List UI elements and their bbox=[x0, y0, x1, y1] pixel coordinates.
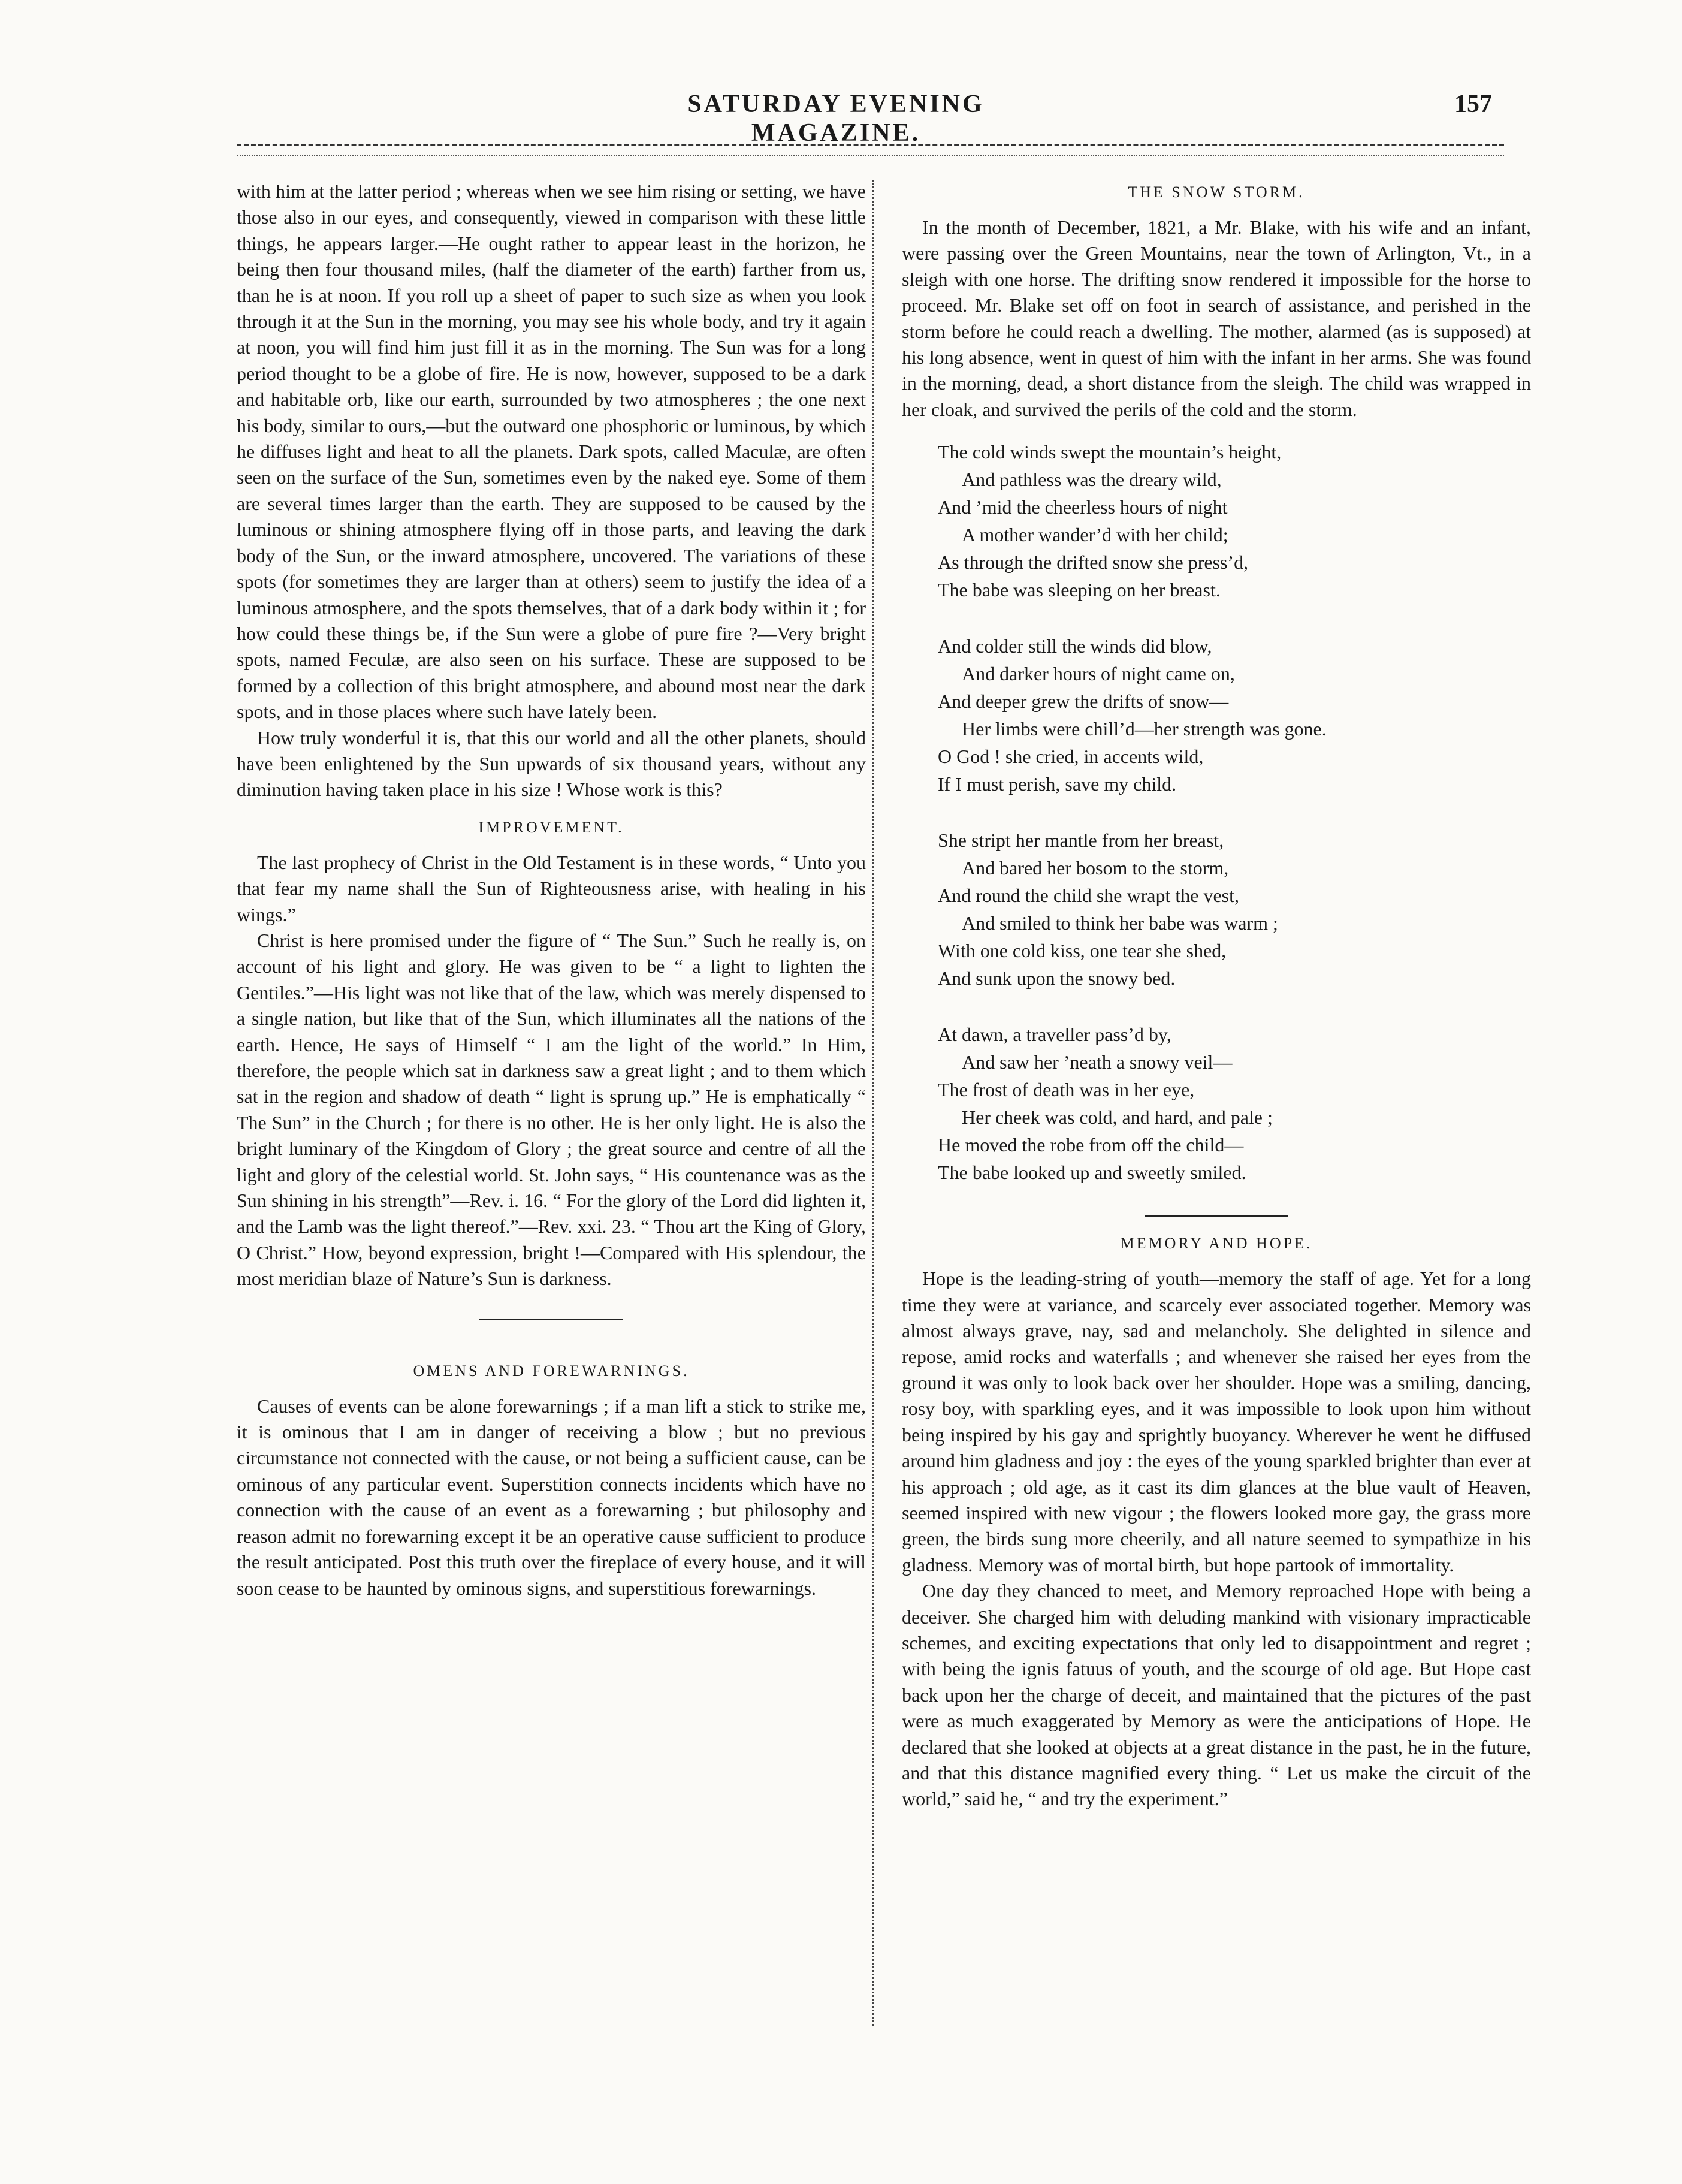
poem-line: She stript her mantle from her breast, bbox=[938, 829, 1224, 852]
section-title-omens: OMENS AND FOREWARNINGS. bbox=[413, 1362, 690, 1380]
poem-line: At dawn, a traveller pass’d by, bbox=[938, 1024, 1171, 1046]
improvement-paragraph: The last prophecy of Christ in the Old Testament is in these words, “ Unto you that fear my name shall the Sun of Righteousness arise, with healing in his wings.” bbox=[237, 851, 866, 925]
left-column bbox=[237, 179, 866, 1601]
header-rule bbox=[237, 144, 1504, 156]
memory-hope-paragraph: Hope is the leading-string of youth—memory the staff of age. Yet for a long time they were at variance, and scarcely ever associated together. Memory was almost always grave, nay, sad and melancholy. She delighted in silence and repose, amid rocks and waterfalls ; and whenever she raised her eyes from the ground it was only to look back over her shoulder. Hope was a smiling, dancing, rosy boy, with sparkling eyes, and it was impossible to look upon him without being inspired by his gay and sprightly buoyancy. Wherever he went he diffused around him gladness and joy : the eyes of the young sparkled brighter than ever at his approach ; old age, as it cast its dim glances at the blue vault of Heaven, seemed inspired with new vigour ; the flowers looked more gay, the grass more green, the birds sung more cheerily, and all nature seemed to sympathize in his gladness. Memory was of mortal birth, but hope partook of immortality. bbox=[902, 1268, 1531, 1576]
poem-line: The cold winds swept the mountain’s height, bbox=[938, 441, 1282, 463]
poem-line: And saw her ’neath a snowy veil— bbox=[962, 1051, 1233, 1073]
column-divider bbox=[872, 180, 874, 2026]
memory-hope-paragraph: One day they chanced to meet, and Memory reproached Hope with being a deceiver. She charged him with deluding mankind with visionary impracticable schemes, and exciting expectations that only led to disappointment and regret ; with being the ignis fatuus of youth, and the scourge of old age. But Hope cast back upon her the charge of deceit, and maintained that the pictures of the past were as much exaggerated by Memory as were the anticipations of Hope. He declared that she looked at objects at a great distance in the past, he in the future, and that this distance magnified every thing. “ Let us make the circuit of the world,” said he, “ and try the experiment.” bbox=[902, 1580, 1531, 1810]
poem-line: Her limbs were chill’d—her strength was gone. bbox=[962, 718, 1327, 740]
poem-line: And bared her bosom to the storm, bbox=[962, 857, 1229, 879]
poem-line: And smiled to think her babe was warm ; bbox=[962, 912, 1278, 934]
poem-line: The frost of death was in her eye, bbox=[938, 1079, 1195, 1101]
section-title-snow-storm: THE SNOW STORM. bbox=[1128, 183, 1305, 201]
improvement-paragraph: Christ is here promised under the figure of “ The Sun.” Such he really is, on account of his light and glory. He was given to be “ a light to lighten the Gentiles.”—His light was not like that of the law, which was merely dispensed to a single nation, but like that of the Sun, which illuminates all the nations of the earth. Hence, He says of Himself “ I am the light of the world.” In Him, therefore, the people which sat in darkness saw a great light ; and to them which sat in the region and shadow of death “ light is sprung up.” He is emphatically “ The Sun” in the Church ; for there is no other. He is her only light. He is also the bright luminary of the Kingdom of Glory ; the great source and centre of all the light and glory of the celestial world. St. John says, “ His countenance was as the Sun shining in his strength”—Rev. i. 16. “ For the glory of the Lord did lighten it, and the Lamb was the light thereof.”—Rev. xxi. 23. “ Thou art the King of Glory, O Christ.” How, beyond expression, bright !—Compared with His splendour, the most meridian blaze of Nature’s Sun is darkness. bbox=[237, 929, 866, 1290]
poem-stanza bbox=[938, 826, 1531, 992]
poem-line: Her cheek was cold, and hard, and pale ; bbox=[962, 1106, 1273, 1129]
page-header bbox=[237, 90, 1504, 147]
poem-line: And ’mid the cheerless hours of night bbox=[938, 496, 1228, 518]
snow-storm-poem bbox=[938, 438, 1531, 1186]
poem-stanza bbox=[938, 632, 1531, 798]
section-rule bbox=[479, 1319, 623, 1320]
poem-stanza bbox=[938, 1021, 1531, 1186]
poem-line: As through the drifted snow she press’d, bbox=[938, 551, 1249, 574]
poem-line: A mother wander’d with her child; bbox=[962, 524, 1228, 546]
right-column bbox=[902, 179, 1531, 1812]
poem-line: And darker hours of night came on, bbox=[962, 663, 1235, 685]
poem-line: And sunk upon the snowy bed. bbox=[938, 967, 1176, 990]
snow-storm-intro: In the month of December, 1821, a Mr. Blake, with his wife and an infant, were passing over the Green Mountains, near the town of Arlington, Vt., in a sleigh with one horse. The drifting snow rendered it impossible for the horse to proceed. Mr. Blake set off on foot in search of assistance, and perished in the storm before he could reach a dwelling. The mother, alarmed (as is supposed) at his long absence, went in quest of him with the infant in her arms. She was found in the morning, dead, a short distance from the sleigh. The child was wrapped in her cloak, and survived the perils of the cold and the storm. bbox=[902, 216, 1531, 420]
omens-paragraph: Causes of events can be alone forewarnings ; if a man lift a stick to strike me, it is ominous that I am in danger of receiving a blow ; but no previous circumstance not connected with the cause, or not being a sufficient cause, can be ominous of any particular event. Superstition connects incidents which have no connection with the cause of an event as a forewarning ; but philosophy and reason admit no forewarning except it be an operative cause sufficient to produce the result anticipated. Post this truth over the fireplace of every house, and it will soon cease to be haunted by ominous signs, and superstitious forewarnings. bbox=[237, 1395, 866, 1599]
poem-line: If I must perish, save my child. bbox=[938, 773, 1177, 795]
poem-line: And pathless was the dreary wild, bbox=[962, 469, 1222, 491]
page-number: 157 bbox=[1454, 91, 1492, 118]
section-title-improvement: IMPROVEMENT. bbox=[478, 818, 624, 836]
sun-continued-paragraph: with him at the latter period ; whereas when we see him rising or setting, we have those also in our eyes, and consequently, viewed in comparison with these little things, he appears larger.—He ought rather to appear least in the horizon, he being then four thousand miles, (half the diameter of the earth) farther from us, than he is at noon. If you roll up a sheet of paper to such size as when you look through it at the Sun in the morning, you may see his whole body, and try it again at noon, you will find him just fill it as in the morning. The Sun was for a long period thought to be a globe of fire. He is now, however, supposed to be a dark and habitable orb, like our earth, surrounded by two atmospheres ; the one next his body, similar to ours,—but the outward one phosphoric or luminous, by which he diffuses light and heat to all the planets. Dark spots, called Maculæ, are often seen on the surface of the Sun, sometimes even by the naked eye. Some of them are several times larger than the earth. They are supposed to be caused by the luminous or shining atmosphere flying off in those parts, and leaving the dark body of the Sun, or the inward atmosphere, uncovered. The variations of these spots (for sometimes they are larger than at others) seem to justify the idea of a luminous atmosphere, and the spots themselves, that of a dark body within it ; for how could these things be, if the Sun were a globe of pure fire ?—Very bright spots, named Feculæ, are also seen on his surface. These are supposed to be formed by a collection of this bright atmosphere, and abound most near the dark spots, and in those places where such have lately been. bbox=[237, 180, 866, 723]
section-rule bbox=[1145, 1215, 1288, 1217]
section-title-memory-hope: MEMORY AND HOPE. bbox=[1120, 1235, 1313, 1253]
poem-line: And deeper grew the drifts of snow— bbox=[938, 690, 1229, 713]
poem-stanza bbox=[938, 438, 1531, 604]
poem-line: He moved the robe from off the child— bbox=[938, 1134, 1244, 1156]
sun-continued-paragraph: How truly wonderful it is, that this our world and all the other planets, should have been enlightened by the Sun upwards of six thousand years, without any diminution having taken place in his size ! Whose work is this? bbox=[237, 726, 866, 801]
poem-line: O God ! she cried, in accents wild, bbox=[938, 746, 1204, 768]
running-title: SATURDAY EVENING MAGAZINE. bbox=[687, 91, 985, 147]
poem-line: And round the child she wrapt the vest, bbox=[938, 885, 1239, 907]
poem-line: With one cold kiss, one tear she shed, bbox=[938, 940, 1227, 962]
poem-line: And colder still the winds did blow, bbox=[938, 635, 1212, 657]
poem-line: The babe was sleeping on her breast. bbox=[938, 579, 1221, 601]
poem-line: The babe looked up and sweetly smiled. bbox=[938, 1162, 1246, 1184]
